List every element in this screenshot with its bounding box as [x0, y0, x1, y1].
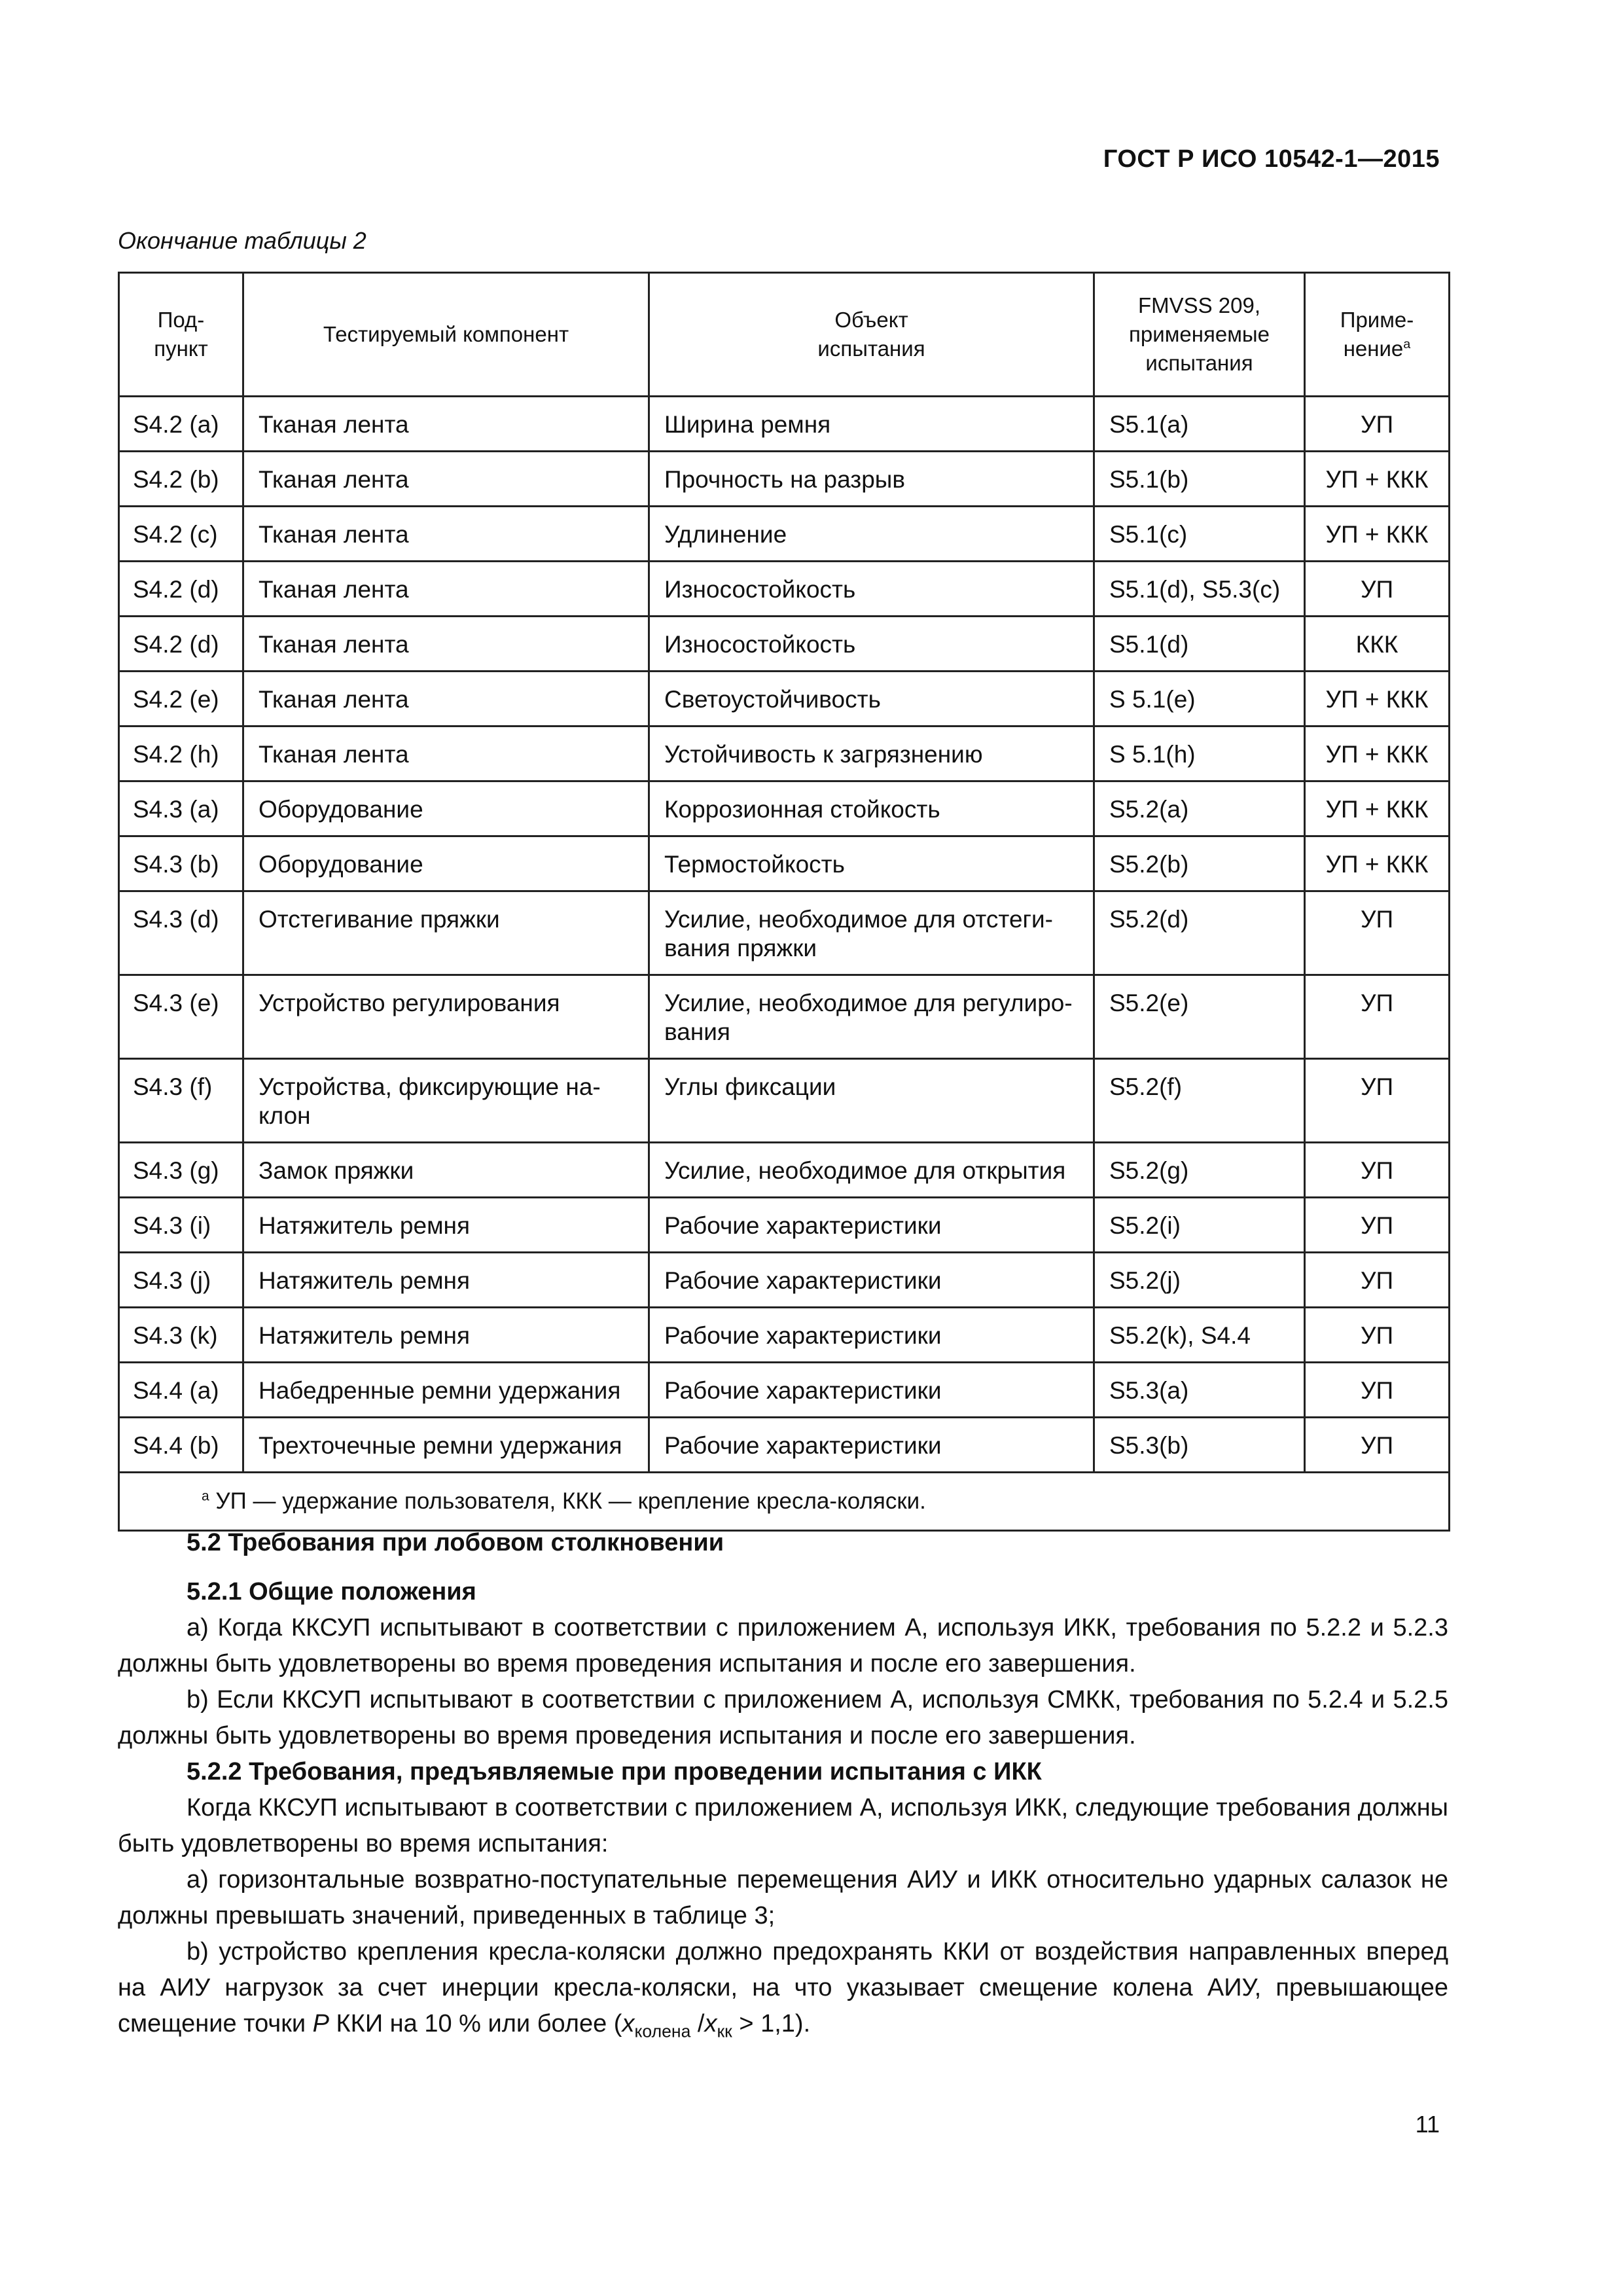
cell-application: УП + ККК [1305, 672, 1450, 726]
table-row [119, 836, 1450, 891]
cell-fmvss: S 5.1(h) [1094, 726, 1305, 781]
paragraph-5-2-2-intro: Когда ККСУП испытывают в соответствии с приложением А, используя ИКК, следующие требования должны быть удовлетворены во время испытания: [118, 1794, 1448, 1857]
cell-component: Тканая лента [243, 397, 649, 452]
table-footnote [119, 1473, 1450, 1531]
cell-object: Усилие, необходимое для отстеги- вания пряжки [649, 891, 1094, 975]
cell-fmvss: S5.1(a) [1094, 397, 1305, 452]
cell-subclause: S4.3 (d) [119, 891, 243, 975]
paragraph-5-2-1-b: b) Если ККСУП испытывают в соответствии с приложением А, используя СМКК, требования по 5.2.4 и 5.2.5 должны быть удовлетворены во время проведения испытания и после его завершения. [118, 1686, 1448, 1749]
cell-subclause: S4.4 (a) [119, 1363, 243, 1418]
cell-application: УП [1305, 1363, 1450, 1418]
cell-fmvss: S5.1(c) [1094, 507, 1305, 562]
cell-application: УП [1305, 397, 1450, 452]
page-number: 11 [1415, 2111, 1440, 2138]
heading-5-2-2: 5.2.2 Требования, предъявляемые при проведении испытания с ИКК [187, 1758, 1042, 1785]
cell-object: Износостойкость [649, 562, 1094, 617]
section-5-2 [118, 1525, 1448, 1561]
table-row [119, 452, 1450, 507]
cell-object: Термостойкость [649, 836, 1094, 891]
table-row [119, 672, 1450, 726]
table-body [119, 397, 1450, 1473]
cell-subclause: S4.3 (k) [119, 1308, 243, 1363]
cell-fmvss: S5.2(d) [1094, 891, 1305, 975]
col-header-component: Тестируемый компонент [243, 273, 649, 397]
section-5-2-1 [118, 1574, 1448, 2042]
cell-subclause: S4.2 (a) [119, 397, 243, 452]
cell-component: Натяжитель ремня [243, 1308, 649, 1363]
table-row [119, 1198, 1450, 1253]
cell-component: Тканая лента [243, 726, 649, 781]
table-row [119, 975, 1450, 1059]
paragraph-5-2-1-a: а) Когда ККСУП испытывают в соответствии с приложением А, используя ИКК, требования по 5.2.2 и 5.2.3 должны быть удовлетворены во время проведения испытания и после его завершения. [118, 1614, 1448, 1677]
table-footnote-row [119, 1473, 1450, 1531]
table-caption: Окончание таблицы 2 [118, 227, 366, 254]
cell-object: Светоустойчивость [649, 672, 1094, 726]
col-header-subclause: Под- пункт [119, 273, 243, 397]
cell-component: Тканая лента [243, 562, 649, 617]
cell-object: Рабочие характеристики [649, 1418, 1094, 1473]
cell-component: Отстегивание пряжки [243, 891, 649, 975]
cell-fmvss: S5.2(b) [1094, 836, 1305, 891]
cell-subclause: S4.3 (f) [119, 1059, 243, 1143]
cell-fmvss: S5.2(j) [1094, 1253, 1305, 1308]
table-row [119, 726, 1450, 781]
cell-fmvss: S5.1(d), S5.3(c) [1094, 562, 1305, 617]
footnote-text: УП — удержание пользователя, ККК — крепление кресла-коляски. [215, 1488, 926, 1514]
cell-object: Устойчивость к загрязнению [649, 726, 1094, 781]
paragraph-5-2-2-b: b) устройство крепления кресла-коляски должно предохранять ККИ от воздействия направленных вперед на АИУ нагрузок за счет инерции кресла-коляски, на что указывает смещение колена АИУ, превышающее смещение точки Р ККИ на 10 % или более ($x_{колена}$ $/x_{кк} > 1,1$). [118, 1938, 1448, 2041]
requirements-table [118, 272, 1450, 1532]
cell-fmvss: S5.2(f) [1094, 1059, 1305, 1143]
table-row [119, 397, 1450, 452]
cell-object: Рабочие характеристики [649, 1198, 1094, 1253]
cell-component: Тканая лента [243, 617, 649, 672]
table-row [119, 1418, 1450, 1473]
cell-fmvss: S5.2(a) [1094, 781, 1305, 836]
cell-component: Тканая лента [243, 507, 649, 562]
cell-subclause: S4.2 (c) [119, 507, 243, 562]
cell-application: ККК [1305, 617, 1450, 672]
table-row [119, 1143, 1450, 1198]
cell-fmvss: S5.2(e) [1094, 975, 1305, 1059]
cell-object: Рабочие характеристики [649, 1363, 1094, 1418]
cell-subclause: S4.3 (g) [119, 1143, 243, 1198]
cell-subclause: S4.2 (h) [119, 726, 243, 781]
cell-application: УП + ККК [1305, 507, 1450, 562]
cell-component: Устройства, фиксирующие на- клон [243, 1059, 649, 1143]
cell-application: УП [1305, 1198, 1450, 1253]
cell-subclause: S4.4 (b) [119, 1418, 243, 1473]
cell-subclause: S4.3 (a) [119, 781, 243, 836]
cell-component: Оборудование [243, 781, 649, 836]
cell-component: Тканая лента [243, 672, 649, 726]
table-row [119, 891, 1450, 975]
cell-subclause: S4.3 (i) [119, 1198, 243, 1253]
cell-object: Износостойкость [649, 617, 1094, 672]
cell-subclause: S4.3 (e) [119, 975, 243, 1059]
cell-subclause: S4.2 (b) [119, 452, 243, 507]
cell-application: УП [1305, 562, 1450, 617]
cell-application: УП + ККК [1305, 726, 1450, 781]
cell-fmvss: S5.1(d) [1094, 617, 1305, 672]
cell-component: Оборудование [243, 836, 649, 891]
footnote-marker: a [1403, 337, 1411, 351]
table-row [119, 1308, 1450, 1363]
document-code: ГОСТ Р ИСО 10542-1—2015 [1103, 145, 1440, 173]
cell-fmvss: S 5.1(e) [1094, 672, 1305, 726]
cell-application: УП [1305, 1418, 1450, 1473]
cell-application: УП [1305, 975, 1450, 1059]
cell-fmvss: S5.3(b) [1094, 1418, 1305, 1473]
heading-5-2-1: 5.2.1 Общие положения [187, 1578, 476, 1605]
table-row [119, 1059, 1450, 1143]
footnote-marker: a [202, 1488, 209, 1504]
cell-component: Трехточечные ремни удержания [243, 1418, 649, 1473]
table-row [119, 1253, 1450, 1308]
table-row [119, 1363, 1450, 1418]
table-row [119, 781, 1450, 836]
table-row [119, 562, 1450, 617]
cell-object: Ширина ремня [649, 397, 1094, 452]
cell-component: Замок пряжки [243, 1143, 649, 1198]
cell-object: Рабочие характеристики [649, 1253, 1094, 1308]
col-header-object: Объект испытания [649, 273, 1094, 397]
cell-subclause: S4.2 (e) [119, 672, 243, 726]
cell-object: Прочность на разрыв [649, 452, 1094, 507]
cell-subclause: S4.3 (b) [119, 836, 243, 891]
cell-component: Натяжитель ремня [243, 1253, 649, 1308]
cell-object: Усилие, необходимое для открытия [649, 1143, 1094, 1198]
cell-object: Усилие, необходимое для регулиро- вания [649, 975, 1094, 1059]
table-row [119, 617, 1450, 672]
cell-application: УП + ККК [1305, 781, 1450, 836]
cell-application: УП + ККК [1305, 836, 1450, 891]
cell-object: Углы фиксации [649, 1059, 1094, 1143]
cell-component: Набедренные ремни удержания [243, 1363, 649, 1418]
col-header-fmvss: FMVSS 209, применяемые испытания [1094, 273, 1305, 397]
cell-subclause: S4.2 (d) [119, 562, 243, 617]
cell-object: Рабочие характеристики [649, 1308, 1094, 1363]
cell-application: УП [1305, 1059, 1450, 1143]
col-header-application: Приме- нение$^a$ [1305, 273, 1450, 397]
heading-5-2: 5.2 Требования при лобовом столкновении [187, 1529, 724, 1556]
paragraph-5-2-2-a: а) горизонтальные возвратно-поступательные перемещения АИУ и ИКК относительно ударных салазок не должны превышать значений, приведенных в таблице 3; [118, 1866, 1448, 1929]
cell-fmvss: S5.2(k), S4.4 [1094, 1308, 1305, 1363]
cell-application: УП [1305, 1253, 1450, 1308]
table-row [119, 507, 1450, 562]
cell-application: УП [1305, 1143, 1450, 1198]
cell-fmvss: S5.1(b) [1094, 452, 1305, 507]
cell-fmvss: S5.2(g) [1094, 1143, 1305, 1198]
cell-fmvss: S5.2(i) [1094, 1198, 1305, 1253]
table-header-row [119, 273, 1450, 397]
cell-subclause: S4.2 (d) [119, 617, 243, 672]
cell-component: Тканая лента [243, 452, 649, 507]
cell-component: Натяжитель ремня [243, 1198, 649, 1253]
cell-application: УП [1305, 891, 1450, 975]
cell-component: Устройство регулирования [243, 975, 649, 1059]
cell-object: Коррозионная стойкость [649, 781, 1094, 836]
cell-subclause: S4.3 (j) [119, 1253, 243, 1308]
cell-application: УП + ККК [1305, 452, 1450, 507]
cell-fmvss: S5.3(a) [1094, 1363, 1305, 1418]
cell-application: УП [1305, 1308, 1450, 1363]
cell-object: Удлинение [649, 507, 1094, 562]
